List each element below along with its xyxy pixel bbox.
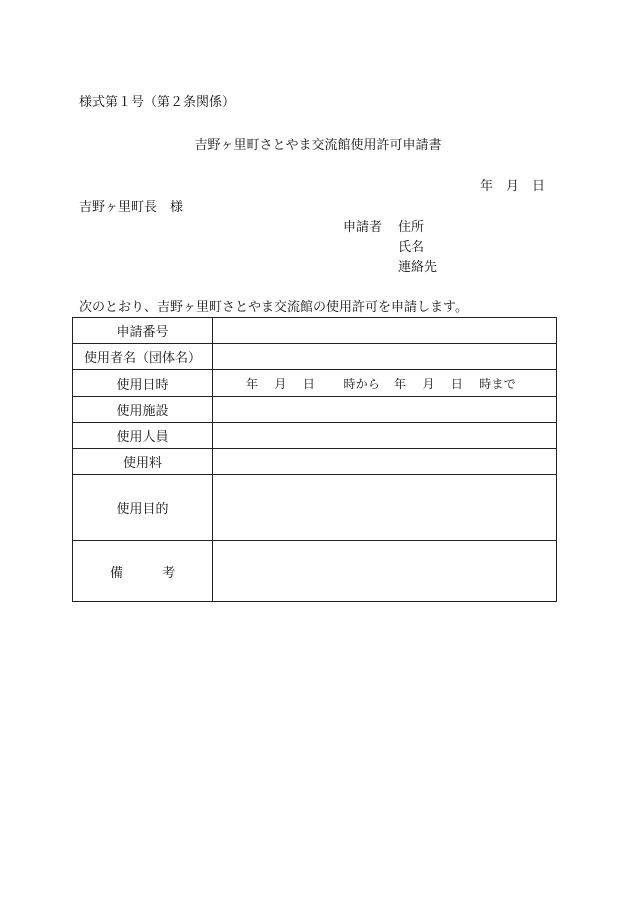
- remarks-label-char-2: 考: [162, 565, 176, 581]
- application-form-table: [72, 317, 557, 602]
- purpose-field[interactable]: [213, 475, 557, 541]
- applicant-name-label: 氏名: [398, 240, 425, 255]
- headcount-label: 使用人員: [73, 423, 213, 449]
- usage-datetime-field[interactable]: [213, 370, 557, 397]
- addressee: 吉野ヶ里町長 様: [79, 200, 184, 215]
- remarks-field[interactable]: [213, 541, 557, 602]
- user-name-field[interactable]: [213, 344, 557, 370]
- document-title: 吉野ヶ里町さとやま交流館使用許可申請書: [194, 138, 442, 153]
- applicant-contact-label: 連絡先: [398, 260, 438, 275]
- date-line: 年 月 日: [480, 179, 546, 194]
- applicant-label: 申請者: [343, 220, 383, 235]
- form-number: 様式第１号（第２条関係）: [79, 95, 236, 110]
- application-number-field[interactable]: [213, 318, 557, 344]
- table-row: [73, 370, 557, 397]
- remarks-label: [73, 541, 213, 602]
- facility-field[interactable]: [213, 397, 557, 423]
- usage-period-text: [213, 375, 556, 392]
- table-row: [73, 397, 557, 423]
- table-row: [73, 541, 557, 602]
- headcount-field[interactable]: [213, 423, 557, 449]
- table-row: [73, 475, 557, 541]
- table-row: [73, 449, 557, 475]
- remarks-label-char-1: 備: [109, 565, 123, 581]
- usage-period-from: 年 月 日 時から: [246, 376, 381, 391]
- fee-label: 使用料: [73, 449, 213, 475]
- applicant-address-label: 住所: [398, 220, 425, 235]
- intro-text: 次のとおり、吉野ヶ里町さとやま交流館の使用許可を申請します。: [79, 300, 468, 315]
- table-row: [73, 423, 557, 449]
- purpose-label: 使用目的: [73, 475, 213, 541]
- user-name-label: 使用者名（団体名）: [73, 344, 213, 370]
- application-number-label: 申請番号: [73, 318, 213, 344]
- table-row: [73, 344, 557, 370]
- fee-field[interactable]: [213, 449, 557, 475]
- usage-datetime-label: 使用日時: [73, 370, 213, 397]
- usage-period-to: 年 月 日 時まで: [394, 376, 516, 391]
- facility-label: 使用施設: [73, 397, 213, 423]
- table-row: [73, 318, 557, 344]
